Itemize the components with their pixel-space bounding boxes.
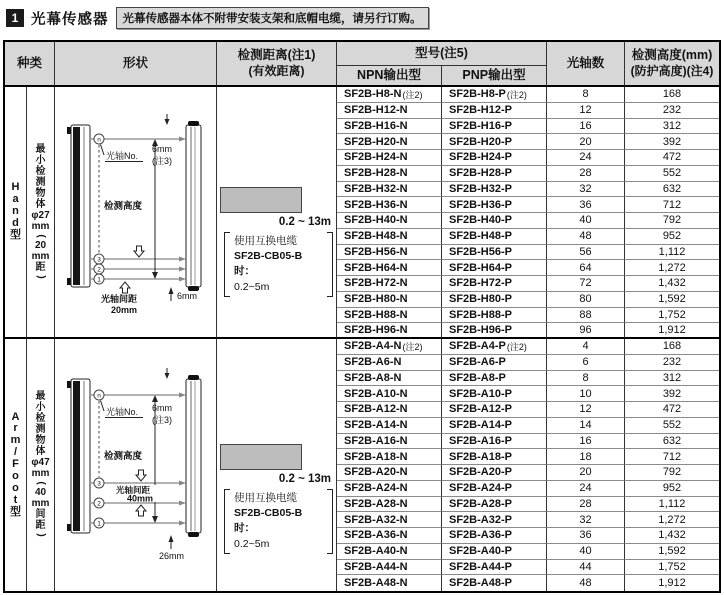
beam-count-cell: 16 [547,434,625,450]
pnp-model-number: SF2B-H12-P [449,104,512,117]
pnp-model-number: SF2B-A16-P [449,434,512,447]
model-pnp-cell [442,213,547,229]
model-pnp-cell [442,276,547,292]
vertical-char: 间 [35,509,46,520]
bottom-gap-label: 26mm [159,551,185,561]
model-npn-cell [337,386,442,402]
vertical-char: 距 [35,520,46,531]
detection-height-cell: 1,752 [625,308,719,324]
npn-model-number: SF2B-A14-N [344,419,408,432]
npn-model-number: SF2B-A6-N [344,356,402,369]
beam-arrowheads [179,393,186,526]
beam-count-cell: 32 [547,182,625,198]
npn-model-number: SF2B-H80-N [344,293,408,306]
npn-model-number: SF2B-H12-N [344,104,408,117]
detection-height-cell: 632 [625,434,719,450]
model-pnp-cell [442,134,547,150]
beam-count-cell: 36 [547,197,625,213]
model-note-ref: (注2) [402,89,423,100]
npn-model-number: SF2B-A40-N [344,545,408,558]
vertical-char: a [12,193,19,206]
vertical-char: 测 [35,176,46,188]
vertical-char: mm [31,250,50,262]
model-pnp-cell [442,371,547,387]
pnp-model-number: SF2B-A4-P [449,340,506,353]
cable-note: 使用互换电缆 SF2B-CB05-B时： 0.2~5m [224,489,333,554]
svg-text:1: 1 [97,276,101,284]
model-npn-cell [337,103,442,119]
model-pnp-cell [442,197,547,213]
svg-text:1: 1 [97,520,101,528]
model-npn-cell [337,544,442,560]
model-pnp-cell [442,465,547,481]
pnp-model-number: SF2B-H40-P [449,214,512,227]
npn-model-number: SF2B-H20-N [344,135,408,148]
pnp-model-number: SF2B-A36-P [449,529,512,542]
detection-height-cell: 1,912 [625,323,719,339]
npn-model-number: SF2B-A16-N [344,434,408,447]
beam-count-cell: 64 [547,260,625,276]
pitch-label: 光轴间距 [116,485,151,495]
vertical-char: ) [35,533,47,537]
beam-count-cell: 56 [547,245,625,261]
detection-height-cell: 952 [625,481,719,497]
beam-count-cell: 20 [547,134,625,150]
pnp-model-number: SF2B-H8-P [449,88,506,101]
npn-model-number: SF2B-H24-N [344,151,408,164]
detection-height-cell: 312 [625,119,719,135]
model-pnp-cell [442,103,547,119]
pnp-model-number: SF2B-A28-P [449,497,512,510]
npn-model-number: SF2B-H48-N [344,230,408,243]
model-npn-cell [337,371,442,387]
model-npn-cell [337,292,442,308]
beam-count-cell: 96 [547,323,625,339]
vertical-char: / [13,446,18,459]
vertical-char: m [10,434,21,447]
npn-model-number: SF2B-H16-N [344,119,408,132]
npn-model-number: SF2B-H40-N [344,214,408,227]
vertical-char: 检 [35,413,46,424]
pnp-model-number: SF2B-A6-P [449,356,506,369]
model-pnp-cell [442,528,547,544]
pnp-model-number: SF2B-A18-P [449,450,512,463]
beam-count-cell: 4 [547,339,625,355]
shape-diagram-hand [55,87,215,339]
model-npn-cell [337,119,442,135]
beam-count-cell: 20 [547,465,625,481]
npn-model-number: SF2B-H64-N [344,261,408,274]
model-pnp-cell [442,512,547,528]
pnp-model-number: SF2B-H56-P [449,245,512,258]
pnp-model-number: SF2B-H64-P [449,261,512,274]
detect-height-label: 检测高度 [104,451,143,462]
beam-count-cell: 44 [547,560,625,576]
model-npn-cell [337,465,442,481]
group-hand-type-label [5,87,27,339]
section-number-badge: 1 [6,9,24,27]
top-gap-note: (注3) [152,415,172,425]
beam-count-cell: 8 [547,371,625,387]
vertical-char: 最 [35,143,46,155]
detection-height-cell: 232 [625,103,719,119]
detection-height-cell: 1,432 [625,276,719,292]
detect-height-label: 检测高度 [104,201,143,212]
model-pnp-cell [442,182,547,198]
vertical-char: 型 [10,505,21,518]
pitch-value: 20mm [111,305,138,315]
pitch-arrow-down [136,470,146,481]
svg-text:2: 2 [97,266,101,274]
pnp-model-number: SF2B-A12-P [449,403,512,416]
vertical-char: φ27 [31,209,50,221]
npn-model-number: SF2B-A36-N [344,529,408,542]
detection-height-cell: 168 [625,339,719,355]
model-note-ref: (注2) [506,341,527,352]
model-pnp-cell [442,260,547,276]
model-pnp-cell [442,449,547,465]
vertical-char: ( [35,233,47,238]
beam-count-cell: 32 [547,512,625,528]
npn-model-number: SF2B-H56-N [344,245,408,258]
npn-model-number: SF2B-A48-N [344,577,408,590]
model-npn-cell [337,339,442,355]
group-armfoot-min-object-label [27,339,55,591]
beam-arrowheads [179,137,186,282]
model-npn-cell [337,87,442,103]
vertical-char: F [12,458,19,471]
detection-height-cell: 312 [625,371,719,387]
detection-height-cell: 712 [625,197,719,213]
axis-no-label: 光轴No. [106,407,139,417]
detection-height-cell: 472 [625,150,719,166]
pnp-model-number: SF2B-H36-P [449,198,512,211]
pitch-value: 40mm [127,493,154,504]
vertical-char: mm [31,498,50,509]
detection-height-cell: 632 [625,182,719,198]
npn-model-number: SF2B-H28-N [344,167,408,180]
cable-note: 使用互换电缆 SF2B-CB05-B时： 0.2~5m [224,232,333,297]
npn-model-number: SF2B-A32-N [344,513,408,526]
svg-text:n: n [97,136,101,144]
beam-count-cell: 48 [547,229,625,245]
detection-height-cell: 712 [625,449,719,465]
model-npn-cell [337,245,442,261]
col-header-species: 种类 [5,42,55,87]
vertical-char: d [12,216,19,229]
pnp-model-number: SF2B-H48-P [449,230,512,243]
detection-height-cell: 168 [625,87,719,103]
pnp-model-number: SF2B-A44-P [449,560,512,573]
model-pnp-cell [442,418,547,434]
model-pnp-cell [442,245,547,261]
pnp-model-number: SF2B-A32-P [449,513,512,526]
top-gap-label: 6mm [152,144,172,154]
model-pnp-cell [442,339,547,355]
detection-height-cell: 1,752 [625,560,719,576]
beam-count-cell: 80 [547,292,625,308]
npn-model-number: SF2B-A24-N [344,482,408,495]
model-pnp-cell [442,229,547,245]
beam-count-cell: 40 [547,544,625,560]
beam-count-cell: 36 [547,528,625,544]
model-pnp-cell [442,292,547,308]
pnp-model-number: SF2B-H28-P [449,167,512,180]
model-pnp-cell [442,434,547,450]
title-bar [6,7,429,29]
svg-text:n: n [97,392,101,400]
beam-count-cell: 24 [547,481,625,497]
col-header-distance: 检测距离(注1) (有效距离) [217,42,337,87]
axis-no-label: 光轴No. [106,151,139,161]
beam-count-cell: 18 [547,449,625,465]
shape-cell-hand [55,87,217,339]
npn-model-number: SF2B-H72-N [344,277,408,290]
vertical-char: 20 [34,239,47,251]
vertical-char: 检 [35,165,46,177]
model-npn-cell [337,418,442,434]
vertical-char: 体 [35,198,46,210]
vertical-char: 物 [35,435,46,446]
model-npn-cell [337,166,442,182]
pnp-model-number: SF2B-H32-P [449,182,512,195]
detection-height-cell: 952 [625,229,719,245]
range-value: 0.2 ~ 13m [278,473,331,485]
model-npn-cell [337,323,442,339]
detection-height-cell: 1,592 [625,544,719,560]
svg-text:3: 3 [97,256,101,264]
detection-height-cell: 1,912 [658,577,686,590]
pnp-model-number: SF2B-H96-P [449,324,512,337]
model-npn-cell [337,276,442,292]
vertical-char: ( [35,481,47,485]
range-value: 0.2 ~ 13m [278,216,331,228]
model-npn-cell [337,402,442,418]
model-npn-cell [337,497,442,513]
vertical-char: 物 [35,187,46,199]
vertical-char: o [12,469,19,482]
vertical-char: 体 [35,446,46,457]
vertical-char: ) [35,274,47,279]
vertical-char: mm [31,220,50,232]
model-pnp-cell [442,355,547,371]
npn-model-number: SF2B-A4-N [344,340,402,353]
beam-count-cell: 12 [547,103,625,119]
page-title: 光幕传感器 [31,11,109,28]
model-npn-cell [337,308,442,324]
pnp-model-number: SF2B-H88-P [449,308,512,321]
beam-count-cell: 48 [547,575,625,591]
npn-model-number: SF2B-H88-N [344,308,408,321]
top-gap-label: 6mm [152,403,172,413]
model-npn-cell [337,512,442,528]
vertical-char: 小 [35,154,46,166]
npn-model-number: SF2B-A28-N [344,497,408,510]
beam-count-cell: 6 [547,355,625,371]
model-npn-cell [337,449,442,465]
model-npn-cell [337,229,442,245]
pitch-arrow-down [134,246,144,257]
vertical-char: 型 [10,228,21,241]
model-npn-cell [337,481,442,497]
shape-cell-armfoot [55,339,217,591]
vertical-char: 40 [34,487,47,498]
svg-text:3: 3 [97,480,101,488]
npn-model-number: SF2B-A8-N [344,371,402,384]
range-bar [220,444,302,470]
model-note-ref: (注2) [506,89,527,100]
beam-count-cell: 16 [547,119,625,135]
model-npn-cell [337,182,442,198]
pitch-label: 光轴间距 [101,294,138,304]
notice-box: 光幕传感器本体不附带安装支架和底帽电缆，请另行订购。 [116,7,429,29]
col-header-model: 型号(注5) [337,42,547,66]
beam-count-cell: 72 [547,276,625,292]
model-npn-cell [337,434,442,450]
pitch-arrow-up [136,505,146,516]
npn-model-number: SF2B-A12-N [344,403,408,416]
detection-height-cell: 1,432 [625,528,719,544]
col-header-height: 检测高度(mm) (防护高度)(注4) [625,42,719,87]
group-armfoot-type-label [5,339,27,591]
vertical-char: mm [31,468,50,479]
distance-cell-armfoot [217,339,337,591]
model-npn-cell [337,150,442,166]
detection-height-cell: 1,112 [625,245,719,261]
pnp-model-number: SF2B-A48-P [449,577,512,590]
product-table [3,40,721,593]
receiver-body [186,379,201,533]
detection-height-cell: 392 [625,134,719,150]
model-npn-cell [337,528,442,544]
vertical-char: 距 [35,261,46,273]
col-header-beam-count: 光轴数 [547,42,625,87]
npn-model-number: SF2B-A44-N [344,560,408,573]
model-pnp-cell [442,544,547,560]
model-npn-cell [337,197,442,213]
pnp-model-number: SF2B-H16-P [449,119,512,132]
model-pnp-cell [442,497,547,513]
top-gap-note: (注3) [152,156,172,166]
beam-count-cell: 28 [547,497,625,513]
model-pnp-cell [442,323,547,339]
model-pnp-cell [442,308,547,324]
vertical-char: o [12,481,19,494]
pnp-model-number: SF2B-H80-P [449,293,512,306]
group-hand-min-object-label [27,87,55,339]
vertical-char: 最 [35,391,46,402]
npn-model-number: SF2B-H36-N [344,198,408,211]
detection-height-cell: 792 [625,213,719,229]
pnp-model-number: SF2B-A10-P [449,387,512,400]
detection-height-cell: 792 [625,465,719,481]
detection-height-cell: 1,592 [625,292,719,308]
beam-count-cell: 88 [547,308,625,324]
pnp-model-number: SF2B-H24-P [449,151,512,164]
model-pnp-cell [442,87,547,103]
col-header-pnp: PNP输出型 [442,66,547,87]
pnp-model-number: SF2B-A8-P [449,371,506,384]
detection-height-cell: 232 [625,355,719,371]
distance-cell-hand [217,87,337,339]
beam-count-cell: 28 [547,166,625,182]
model-pnp-cell [442,575,547,591]
vertical-char: t [13,493,18,506]
vertical-char: n [12,205,19,218]
model-pnp-cell [442,119,547,135]
range-bar [220,187,302,213]
detection-height-cell: 552 [625,166,719,182]
model-pnp-cell [442,402,547,418]
detection-height-cell: 1,112 [625,497,719,513]
model-npn-cell [337,213,442,229]
vertical-char: 测 [35,424,46,435]
pnp-model-number: SF2B-H20-P [449,135,512,148]
pnp-model-number: SF2B-A20-P [449,466,512,479]
vertical-char: H [11,181,20,194]
model-pnp-cell [442,560,547,576]
col-header-npn: NPN输出型 [337,66,442,87]
detection-height-cell: 552 [625,418,719,434]
model-note-ref: (注2) [402,341,423,352]
pnp-model-number: SF2B-A24-P [449,482,512,495]
col-header-shape: 形状 [55,42,217,87]
npn-model-number: SF2B-H32-N [344,182,408,195]
model-npn-cell [337,560,442,576]
model-npn-cell [337,260,442,276]
vertical-char: φ47 [31,457,50,468]
detection-height-cell: 1,272 [625,512,719,528]
beam-count-cell: 40 [547,213,625,229]
npn-model-number: SF2B-H96-N [344,324,408,337]
detection-height-cell: 1,272 [625,260,719,276]
beam-count-cell: 14 [547,418,625,434]
vertical-char: 小 [35,402,46,413]
npn-model-number: SF2B-A10-N [344,387,408,400]
vertical-char: r [13,422,18,435]
npn-model-number: SF2B-A20-N [344,466,408,479]
pnp-model-number: SF2B-A14-P [449,419,512,432]
npn-model-number: SF2B-H8-N [344,88,402,101]
shape-diagram-armfoot [55,339,215,591]
vertical-char: A [11,410,20,423]
pnp-model-number: SF2B-H72-P [449,277,512,290]
beam-count-cell: 12 [547,402,625,418]
svg-text:2: 2 [97,500,101,508]
model-pnp-cell [442,166,547,182]
model-pnp-cell [442,481,547,497]
beam-count-cell: 8 [547,87,625,103]
model-pnp-cell [442,150,547,166]
detection-height-cell: 472 [625,402,719,418]
bottom-gap-label: 6mm [177,291,197,301]
receiver-body [186,125,201,287]
beam-count-cell: 24 [547,150,625,166]
model-npn-cell [337,355,442,371]
model-npn-cell [337,134,442,150]
model-pnp-cell [442,386,547,402]
model-npn-cell [337,575,442,591]
detection-height-cell: 392 [625,386,719,402]
pnp-model-number: SF2B-A40-P [449,545,512,558]
npn-model-number: SF2B-A18-N [344,450,408,463]
beam-count-cell: 10 [547,386,625,402]
pitch-arrow-up [120,282,130,293]
